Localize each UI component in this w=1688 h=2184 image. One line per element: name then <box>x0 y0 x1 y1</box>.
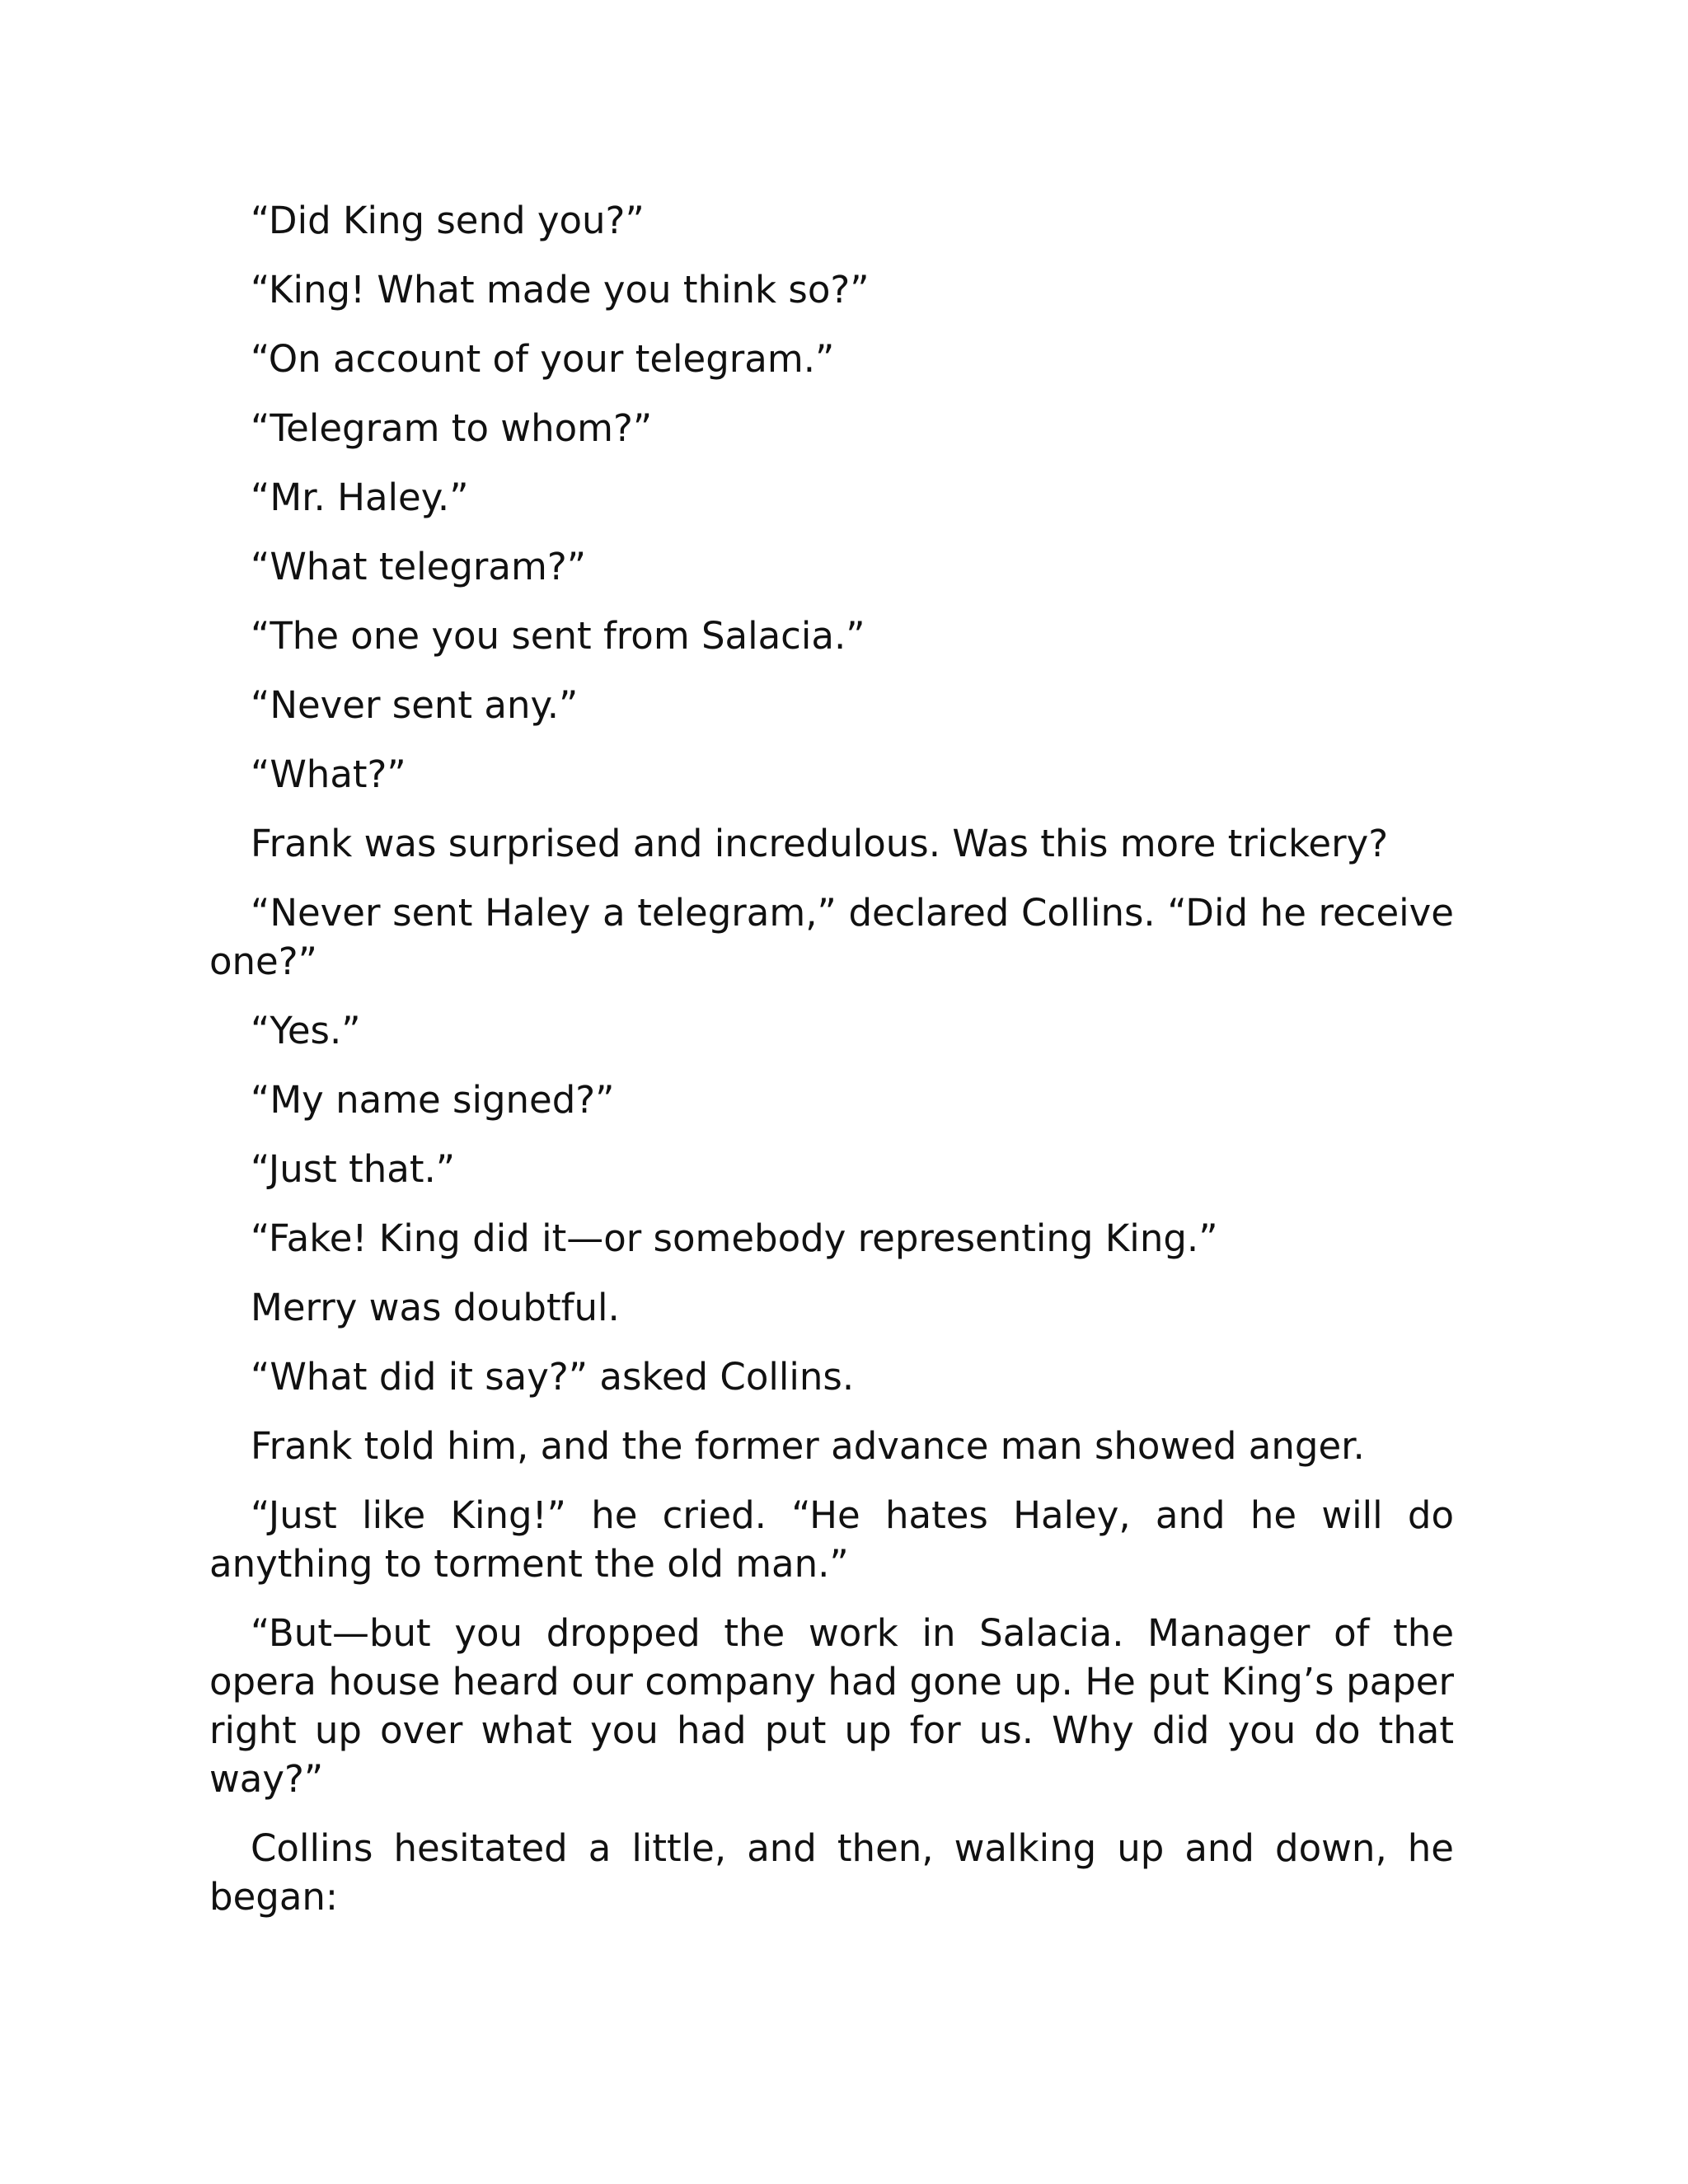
page-text <box>209 196 1454 1942</box>
paragraph: “Never sent Haley a telegram,” declared Collins. “Did he receive one?” <box>209 891 1454 983</box>
paragraph: “The one you sent from Salacia.” <box>251 614 865 658</box>
paragraph: “On account of your telegram.” <box>251 337 835 381</box>
paragraph: “My name signed?” <box>251 1078 615 1122</box>
paragraph: “Yes.” <box>251 1009 361 1052</box>
paragraph: “King! What made you think so?” <box>251 268 870 312</box>
paragraph: “Never sent any.” <box>251 683 579 727</box>
paragraph: Frank told him, and the former advance man showed anger. <box>251 1424 1365 1468</box>
paragraph: Frank was surprised and incredulous. Was this more trickery? <box>251 822 1389 865</box>
paragraph: “Telegram to whom?” <box>251 406 653 450</box>
paragraph: “What?” <box>251 752 406 796</box>
paragraph: “What telegram?” <box>251 545 587 588</box>
paragraph: “Fake! King did it—or somebody representing King.” <box>251 1216 1218 1260</box>
paragraph: “Mr. Haley.” <box>251 476 469 519</box>
paragraph: Merry was doubtful. <box>251 1286 620 1329</box>
paragraph: Collins hesitated a little, and then, walking up and down, he began: <box>209 1826 1454 1919</box>
paragraph: “But—but you dropped the work in Salacia. Manager of the opera house heard our company had gone up. He put King’s paper right up over what you had put up for us. Why did you do that way?” <box>209 1611 1454 1801</box>
paragraph: “Did King send you?” <box>251 199 645 242</box>
paragraph: “What did it say?” asked Collins. <box>251 1355 855 1399</box>
paragraph: “Just like King!” he cried. “He hates Haley, and he will do anything to torment the old man.” <box>209 1493 1454 1586</box>
paragraph: “Just that.” <box>251 1147 456 1191</box>
